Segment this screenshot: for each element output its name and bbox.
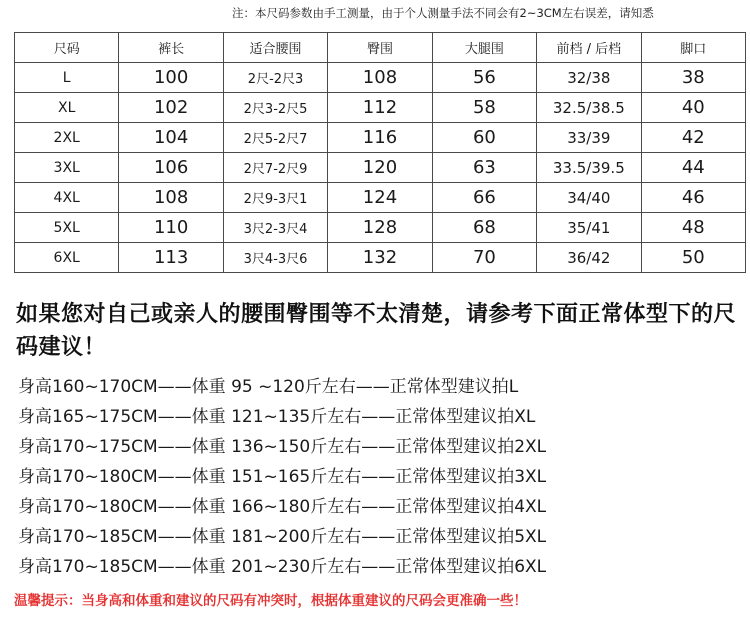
table-cell: 4XL: [15, 183, 119, 213]
table-cell: 3尺2-3尺4: [223, 213, 327, 243]
table-cell: 32.5/38.5: [537, 93, 641, 123]
table-cell: 113: [119, 243, 223, 273]
list-item: 身高165~175CM——体重 121~135斤左右——正常体型建议拍XL: [18, 407, 536, 427]
table-cell: 128: [328, 213, 432, 243]
table-cell: 2尺7-2尺9: [223, 153, 327, 183]
table-cell: XL: [15, 93, 119, 123]
table-cell: 112: [328, 93, 432, 123]
table-cell: 3XL: [15, 153, 119, 183]
table-cell: 5XL: [15, 213, 119, 243]
table-cell: 66: [432, 183, 536, 213]
table-row: [15, 123, 746, 153]
table-cell: 6XL: [15, 243, 119, 273]
table-cell: 58: [432, 93, 536, 123]
table-cell: 42: [641, 123, 745, 153]
table-cell: 116: [328, 123, 432, 153]
table-cell: L: [15, 63, 119, 93]
list-item: 身高170~180CM——体重 166~180斤左右——正常体型建议拍4XL: [18, 497, 547, 517]
table-cell: 56: [432, 63, 536, 93]
table-cell: 68: [432, 213, 536, 243]
table-cell: 46: [641, 183, 745, 213]
list-item: 身高170~180CM——体重 151~165斤左右——正常体型建议拍3XL: [18, 467, 547, 487]
table-cell: 108: [119, 183, 223, 213]
header-thigh: 大腿围: [432, 33, 536, 63]
size-suggestion-list: [18, 372, 746, 582]
header-leg-opening: 脚口: [641, 33, 745, 63]
table-cell: 70: [432, 243, 536, 273]
table-cell: 104: [119, 123, 223, 153]
table-cell: 63: [432, 153, 536, 183]
table-cell: 132: [328, 243, 432, 273]
list-item: 身高170~175CM——体重 136~150斤左右——正常体型建议拍2XL: [18, 437, 547, 457]
table-cell: 36/42: [537, 243, 641, 273]
table-cell: 124: [328, 183, 432, 213]
table-cell: 106: [119, 153, 223, 183]
size-chart-table: [14, 32, 746, 273]
table-row: [15, 153, 746, 183]
table-cell: 2尺3-2尺5: [223, 93, 327, 123]
table-cell: 50: [641, 243, 745, 273]
header-pants-length: 裤长: [119, 33, 223, 63]
table-row: [15, 243, 746, 273]
list-item: 身高170~185CM——体重 201~230斤左右——正常体型建议拍6XL: [18, 557, 547, 577]
table-cell: 38: [641, 63, 745, 93]
table-row: [15, 213, 746, 243]
table-cell: 108: [328, 63, 432, 93]
table-cell: 100: [119, 63, 223, 93]
size-chart-header-row: [15, 33, 746, 63]
table-cell: 33.5/39.5: [537, 153, 641, 183]
table-cell: 35/41: [537, 213, 641, 243]
table-cell: 44: [641, 153, 745, 183]
table-cell: 2尺9-3尺1: [223, 183, 327, 213]
header-rise: 前档 / 后档: [537, 33, 641, 63]
table-cell: 2尺5-2尺7: [223, 123, 327, 153]
table-row: [15, 183, 746, 213]
table-cell: 2尺-2尺3: [223, 63, 327, 93]
table-cell: 110: [119, 213, 223, 243]
size-advice-headline: 如果您对自己或亲人的腰围臀围等不太清楚，请参考下面正常体型下的尺码建议！: [16, 302, 737, 360]
table-cell: 32/38: [537, 63, 641, 93]
list-item: 身高170~185CM——体重 181~200斤左右——正常体型建议拍5XL: [18, 527, 547, 547]
warm-tip-warning: 温馨提示：当身高和体重和建议的尺码有冲突时，根据体重建议的尺码会更准确一些！: [14, 593, 527, 609]
table-cell: 48: [641, 213, 745, 243]
list-item: 身高160~170CM——体重 95 ~120斤左右——正常体型建议拍L: [18, 377, 519, 397]
table-cell: 3尺4-3尺6: [223, 243, 327, 273]
table-cell: 102: [119, 93, 223, 123]
table-row: [15, 63, 746, 93]
table-cell: 60: [432, 123, 536, 153]
header-hip: 臀围: [328, 33, 432, 63]
header-size: 尺码: [15, 33, 119, 63]
header-waist: 适合腰围: [223, 33, 327, 63]
table-cell: 34/40: [537, 183, 641, 213]
table-row: [15, 93, 746, 123]
table-cell: 120: [328, 153, 432, 183]
measurement-note: 注：本尺码参数由手工测量，由于个人测量手法不同会有2~3CM左右误差，请知悉: [232, 6, 654, 20]
table-cell: 33/39: [537, 123, 641, 153]
table-cell: 40: [641, 93, 745, 123]
table-cell: 2XL: [15, 123, 119, 153]
